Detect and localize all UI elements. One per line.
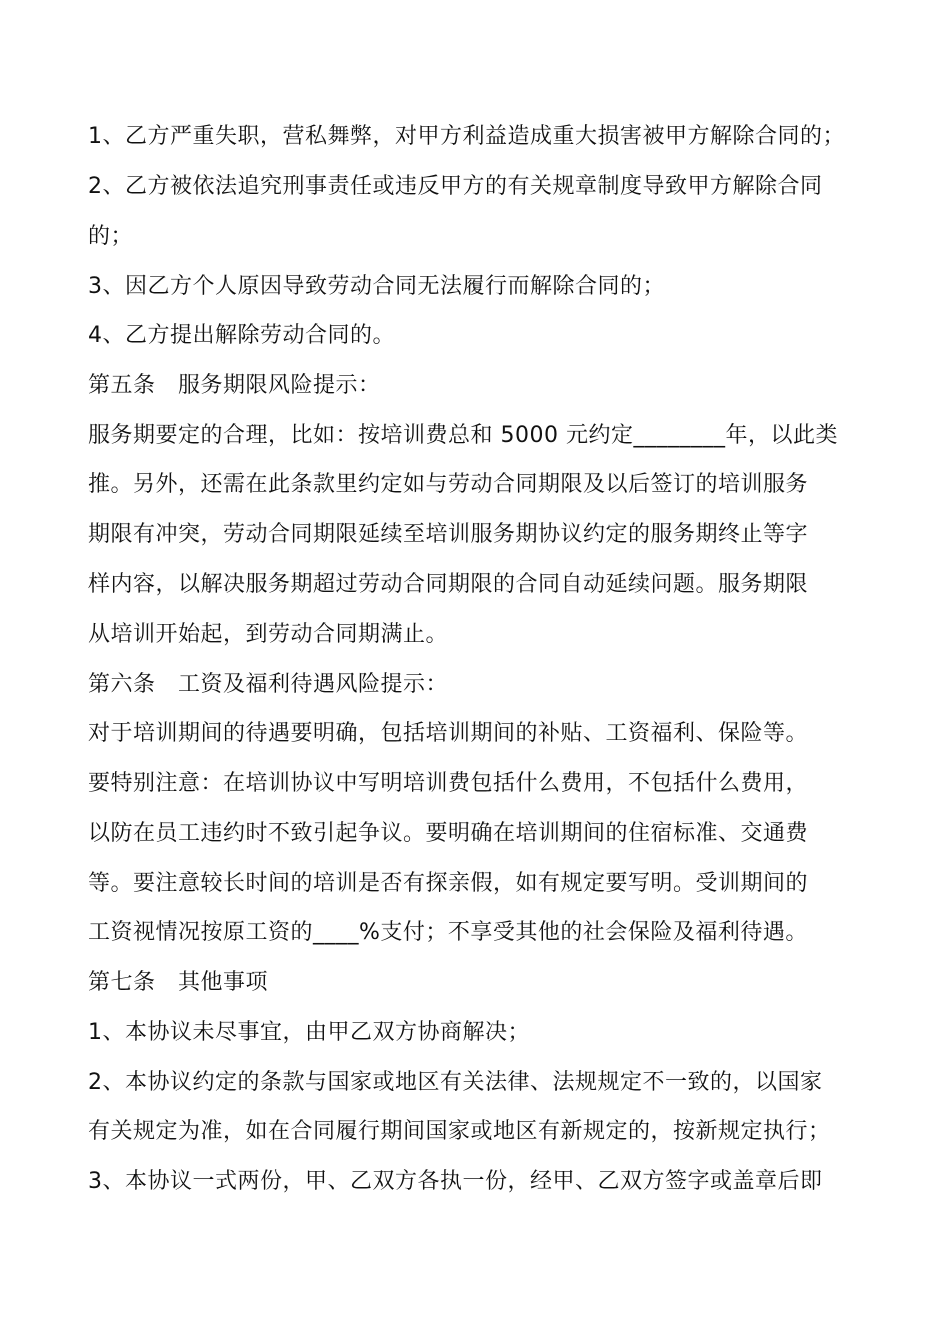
article-7-item-1: 1、本协议未尽事宜，由甲乙双方协商解决； bbox=[88, 1020, 530, 1045]
article-5-paragraph-line: 服务期要定的合理，比如：按培训费总和 5000 元约定________年，以此类 bbox=[88, 423, 838, 448]
clause-item-4: 4、乙方提出解除劳动合同的。 bbox=[88, 323, 395, 348]
clause-item-1: 1、乙方严重失职，营私舞弊，对甲方利益造成重大损害被甲方解除合同的； bbox=[88, 124, 845, 149]
article-5-paragraph-line: 推。另外，还需在此条款里约定如与劳动合同期限及以后签订的培训服务 bbox=[88, 472, 809, 497]
article-5-paragraph-line: 样内容，以解决服务期超过劳动合同期限的合同自动延续问题。服务期限 bbox=[88, 572, 809, 597]
article-6-paragraph-line: 对于培训期间的待遇要明确，包括培训期间的补贴、工资福利、保险等。 bbox=[88, 721, 809, 746]
article-5-paragraph-line: 期限有冲突，劳动合同期限延续至培训服务期协议约定的服务期终止等字 bbox=[88, 522, 809, 547]
article-6-heading: 第六条 工资及福利待遇风险提示： bbox=[88, 672, 449, 697]
clause-item-3: 3、因乙方个人原因导致劳动合同无法履行而解除合同的； bbox=[88, 274, 665, 299]
article-6-paragraph-line: 要特别注意：在培训协议中写明培训费包括什么费用，不包括什么费用， bbox=[88, 771, 809, 796]
clause-item-2: 2、乙方被依法追究刑事责任或违反甲方的有关规章制度导致甲方解除合同 bbox=[88, 174, 823, 199]
article-6-paragraph-line: 等。要注意较长时间的培训是否有探亲假，如有规定要写明。受训期间的 bbox=[88, 871, 809, 896]
article-7-heading: 第七条 其他事项 bbox=[88, 970, 269, 995]
article-7-item-2: 2、本协议约定的条款与国家或地区有关法律、法规规定不一致的，以国家 bbox=[88, 1070, 823, 1095]
article-6-paragraph-line: 以防在员工违约时不致引起争议。要明确在培训期间的住宿标准、交通费 bbox=[88, 821, 809, 846]
article-5-paragraph-line: 从培训开始起，到劳动合同期满止。 bbox=[88, 622, 449, 647]
clause-item-2-continued: 的； bbox=[88, 224, 134, 249]
article-7-item-2-continued: 有关规定为准，如在合同履行期间国家或地区有新规定的，按新规定执行； bbox=[88, 1119, 831, 1144]
article-5-heading: 第五条 服务期限风险提示： bbox=[88, 373, 381, 398]
article-7-item-3: 3、本协议一式两份，甲、乙双方各执一份，经甲、乙双方签字或盖章后即 bbox=[88, 1169, 823, 1194]
article-6-paragraph-line: 工资视情况按原工资的____%支付；不享受其他的社会保险及福利待遇。 bbox=[88, 920, 808, 945]
